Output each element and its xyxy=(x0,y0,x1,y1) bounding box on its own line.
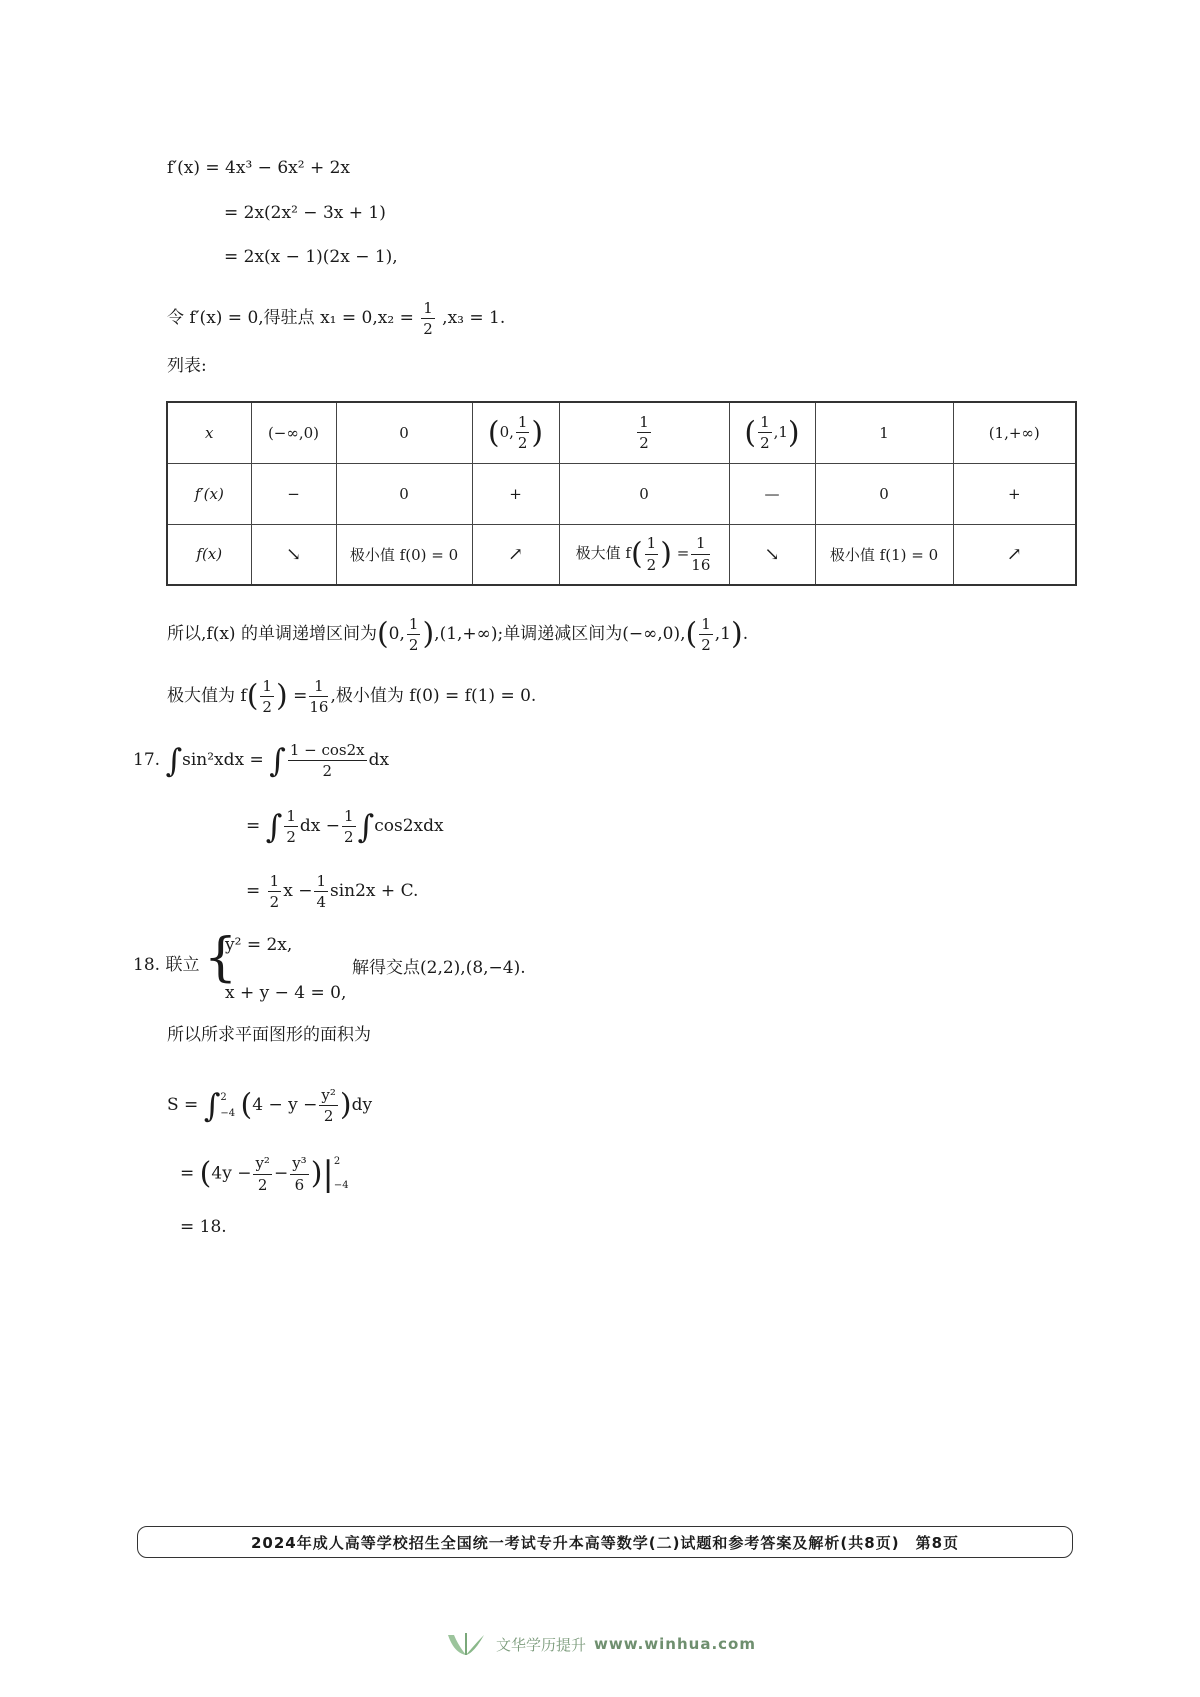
extrema-values: 极大值为 f( $\frac{1}{2}$ ) = $\frac{1}{16}$ ,极小值为 f(0) = f(1) = 0. xyxy=(167,676,537,716)
decreasing-arrow-icon: ↘ xyxy=(729,524,815,585)
table-row-f xyxy=(167,524,1076,585)
header-x: x xyxy=(167,402,251,463)
decreasing-arrow-icon: ↘ xyxy=(251,524,336,585)
local-min-1: 极小值 f(1) = 0 xyxy=(815,524,953,585)
integral-icon: ∫ xyxy=(165,741,183,780)
fp-cell: − xyxy=(251,463,336,524)
fp-cell: 0 xyxy=(336,463,472,524)
q17-label: 17. xyxy=(133,750,161,770)
increasing-arrow-icon: ↗ xyxy=(472,524,559,585)
q18-equation-2: x + y − 4 = 0, xyxy=(225,983,347,1003)
local-max: 极大值 f( $\frac{1}{2}$ ) = $\frac{1}{16}$ xyxy=(559,524,729,585)
watermark-url: www.winhua.com xyxy=(594,1635,756,1653)
point-half: $\frac{1}{2}$ xyxy=(559,402,729,463)
fp-cell: — xyxy=(729,463,815,524)
q18-area-text: 所以所求平面图形的面积为 xyxy=(167,1025,371,1045)
interval-half-1: ( $\frac{1}{2}$ ,1) xyxy=(729,402,815,463)
page-footer: 2024年成人高等学校招生全国统一考试专升本高等数学(二)试题和参考答案及解析(共8页) 第8页 xyxy=(137,1526,1073,1558)
variation-table xyxy=(166,401,1077,586)
header-f: f(x) xyxy=(167,524,251,585)
q17-line-2: = ∫ $\frac{1}{2}$ dx − $\frac{1}{2}$ ∫cos2xdx xyxy=(246,806,444,846)
q17-line-1: 17. ∫sin²xdx = ∫ $\frac{1 - \cos 2x}{2}$ dx xyxy=(133,740,390,780)
integral-icon: ∫ xyxy=(269,741,286,780)
interval-neg-inf-0: (−∞,0) xyxy=(251,402,336,463)
q18-area-line-1: S = ∫ 2 −4 (4 − y − $\frac{\text{y²}}{2}$ )dy xyxy=(167,1085,373,1125)
watermark xyxy=(0,1631,1200,1657)
derivative-line-3: = 2x(x − 1)(2x − 1), xyxy=(224,247,398,267)
integral-icon: ∫ xyxy=(265,807,283,846)
stationary-points xyxy=(167,296,505,340)
derivative-line-1: f′(x) = 4x³ − 6x² + 2x xyxy=(167,158,350,178)
q18-equation-1: y² = 2x, xyxy=(225,935,293,955)
integral-icon: ∫ xyxy=(357,807,375,846)
point-0: 0 xyxy=(336,402,472,463)
integral-icon: ∫ xyxy=(203,1086,221,1125)
stationary-post: ,x₃ = 1. xyxy=(442,308,506,328)
header-fprime: f′(x) xyxy=(167,463,251,524)
leaf-logo-icon xyxy=(444,1631,488,1657)
table-row-fprime xyxy=(167,463,1076,524)
point-1: 1 xyxy=(815,402,953,463)
table-row-x xyxy=(167,402,1076,463)
derivative-line-2: = 2x(2x² − 3x + 1) xyxy=(224,203,386,223)
q17-line-3: = $\frac{1}{2}$ x − $\frac{1}{4}$ sin2x + C. xyxy=(246,871,419,911)
stationary-pre: 令 f′(x) = 0,得驻点 x₁ = 0,x₂ = xyxy=(167,308,414,328)
watermark-brand: 文华学历提升 xyxy=(495,1635,586,1654)
fp-cell: + xyxy=(472,463,559,524)
increasing-arrow-icon: ↗ xyxy=(953,524,1076,585)
local-min-0: 极小值 f(0) = 0 xyxy=(336,524,472,585)
fp-cell: + xyxy=(953,463,1076,524)
brace-icon: { xyxy=(204,928,238,988)
q18-label: 18. 联立 xyxy=(133,955,200,975)
fp-cell: 0 xyxy=(815,463,953,524)
interval-1-inf: (1,+∞) xyxy=(953,402,1076,463)
fp-cell: 0 xyxy=(559,463,729,524)
interval-0-half: (0, $\frac{1}{2}$ ) xyxy=(472,402,559,463)
fraction-half: $\frac{1}{2}$ xyxy=(423,298,433,338)
list-label: 列表: xyxy=(167,356,207,376)
q18-solution: 解得交点(2,2),(8,−4). xyxy=(352,958,526,978)
q18-area-line-2: = (4y − $\frac{\text{y²}}{2}$ − $\frac{\text{y³}}{6}$ )| 2 −4 xyxy=(180,1154,349,1194)
monotonic-intervals: 所以,f(x) 的单调递增区间为(0, $\frac{1}{2}$ ),(1,+∞);单调递减区间为(−∞,0),( $\frac{1}{2}$ ,1). xyxy=(167,614,749,654)
q18-result: = 18. xyxy=(180,1217,227,1237)
